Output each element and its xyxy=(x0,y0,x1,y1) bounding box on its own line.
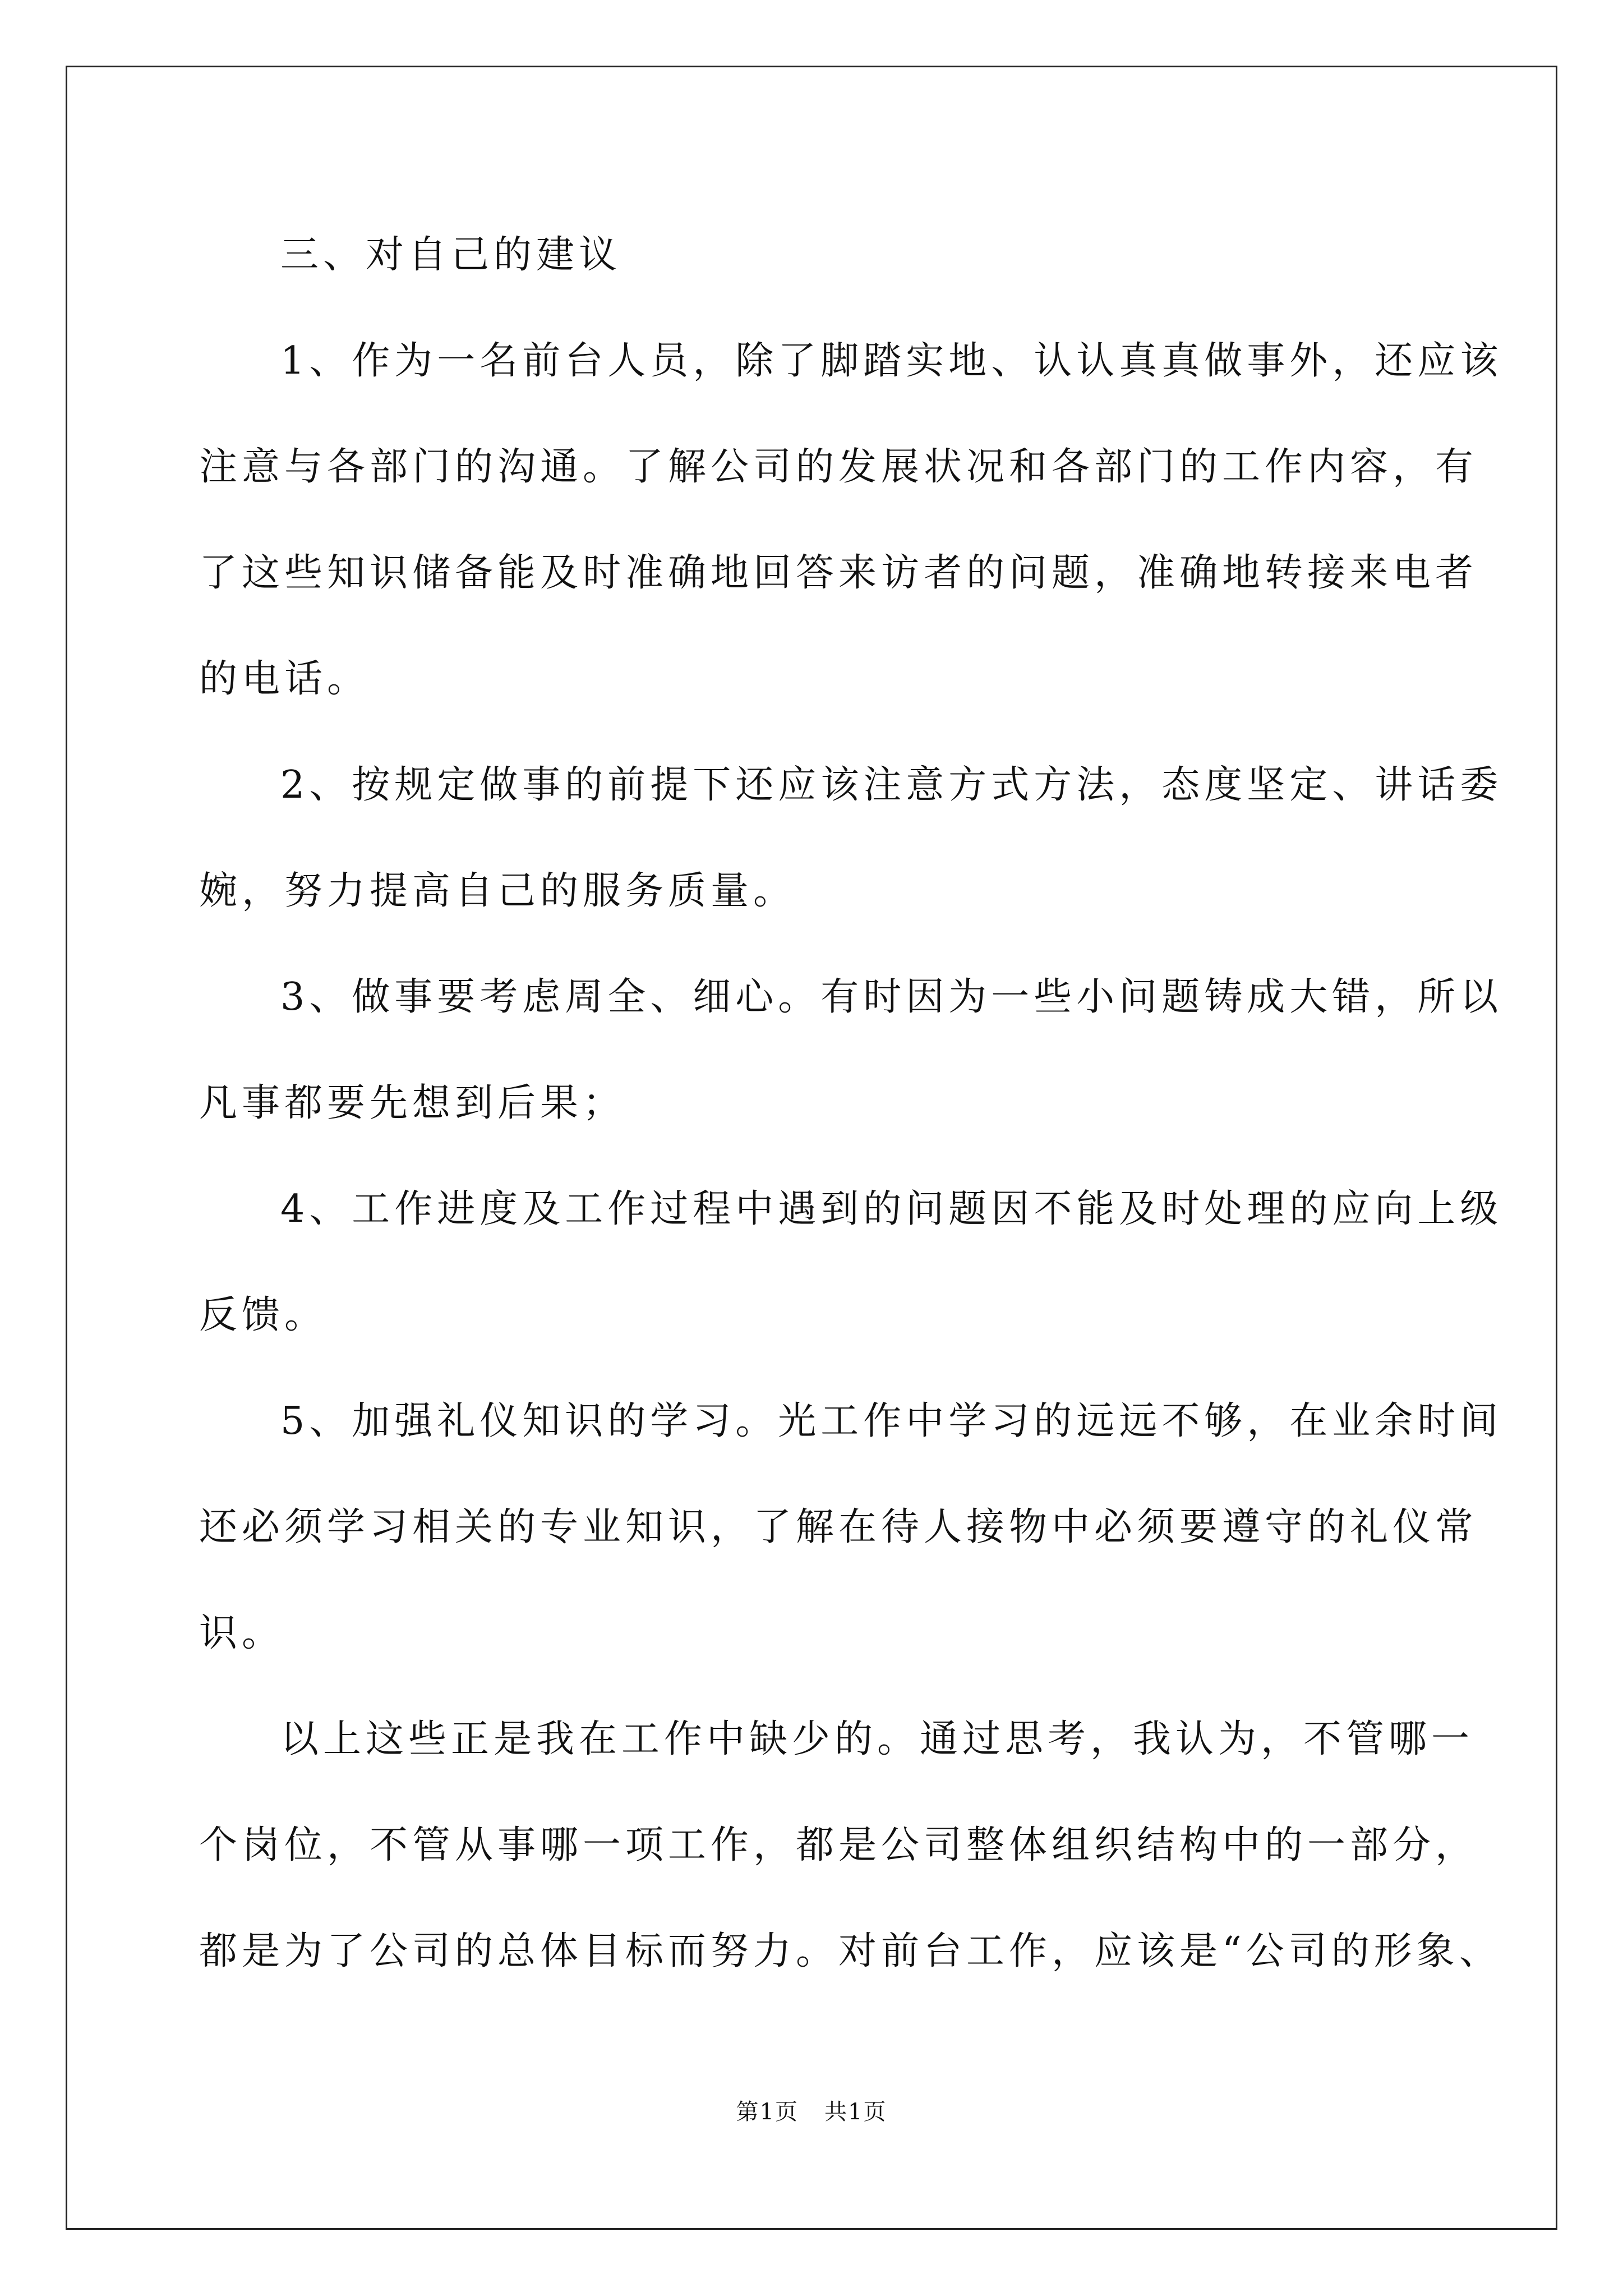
paragraph-line: 4、工作进度及工作过程中遇到的问题因不能及时处理的应向上级 xyxy=(280,1187,1503,1231)
document-body xyxy=(199,202,1503,2004)
paragraph-line: 还必须学习相关的专业知识，了解在待人接物中必须要遵守的礼仪常 xyxy=(199,1505,1478,1549)
paragraph-line: 反馈。 xyxy=(199,1293,328,1337)
paragraph-line: 1、作为一名前台人员，除了脚踏实地、认认真真做事外，还应该 xyxy=(280,339,1503,383)
paragraph-line: 识。 xyxy=(199,1611,285,1655)
paragraph-line: 3、做事要考虑周全、细心。有时因为一些小问题铸成大错，所以 xyxy=(280,975,1503,1019)
section-heading: 三、对自己的建议 xyxy=(280,233,622,277)
page-footer xyxy=(0,2098,1623,2126)
paragraph-line: 个岗位，不管从事哪一项工作，都是公司整体组织结构中的一部分， xyxy=(199,1823,1478,1867)
paragraph-line: 凡事都要先想到后果； xyxy=(199,1081,626,1125)
paragraph-line: 注意与各部门的沟通。了解公司的发展状况和各部门的工作内容，有 xyxy=(199,445,1478,489)
paragraph-line: 2、按规定做事的前提下还应该注意方式方法，态度坚定、讲话委 xyxy=(280,763,1503,807)
paragraph-line: 了这些知识储备能及时准确地回答来访者的问题，准确地转接来电者 xyxy=(199,551,1478,595)
paragraph-line: 5、加强礼仪知识的学习。光工作中学习的远远不够，在业余时间 xyxy=(280,1399,1503,1443)
paragraph-line: 都是为了公司的总体目标而努力。对前台工作，应该是“公司的形象、 xyxy=(199,1929,1502,1973)
page-total: 共1页 xyxy=(824,2099,887,2125)
paragraph-line: 以上这些正是我在工作中缺少的。通过思考，我认为，不管哪一 xyxy=(280,1717,1474,1761)
paragraph-line: 的电话。 xyxy=(199,657,370,701)
page-number: 第1页 xyxy=(736,2099,799,2125)
paragraph-line: 婉，努力提高自己的服务质量。 xyxy=(199,869,796,913)
